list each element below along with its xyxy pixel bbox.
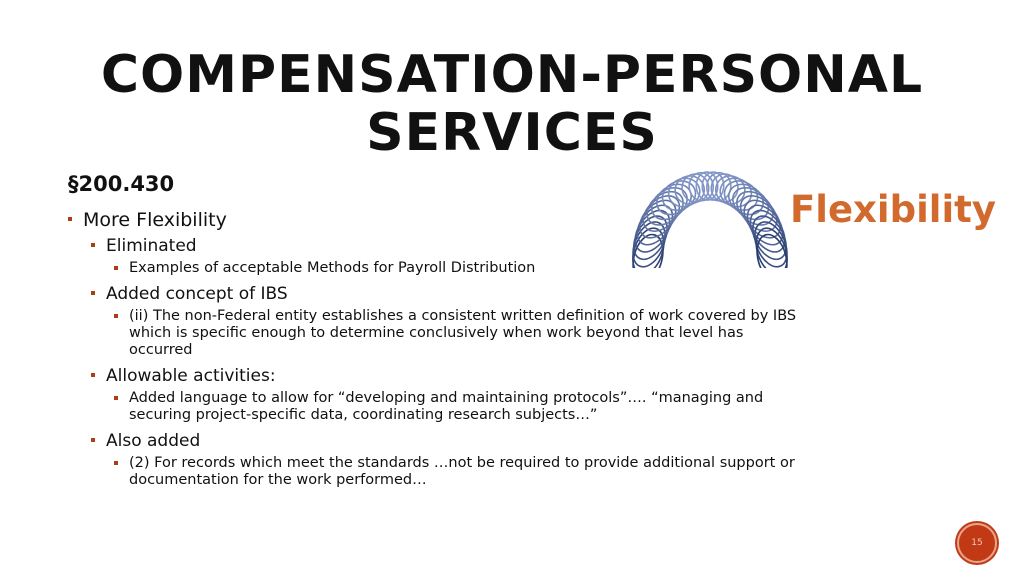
square-bullet-icon	[91, 438, 95, 442]
bullet-text: Eliminated	[106, 236, 197, 256]
bullet-text: (ii) The non-Federal entity establishes a consistent written definition of work covered by IBS which is specific enough to determine conclusively when work beyond that level has occurred	[129, 308, 797, 358]
square-bullet-icon	[91, 243, 95, 247]
bullet-text: More Flexibility	[83, 209, 227, 231]
page-number-badge: 15	[957, 523, 997, 563]
bullet-item	[91, 430, 808, 452]
bullet-text: Examples of acceptable Methods for Payroll Distribution	[129, 260, 536, 276]
bullet-item	[114, 308, 808, 359]
bullet-text: Added concept of IBS	[106, 284, 288, 304]
bullet-item	[114, 455, 808, 489]
bullet-item	[68, 208, 808, 232]
title-line-2: SERVICES	[366, 103, 658, 163]
title-line-1: COMPENSATION-PERSONAL	[100, 45, 924, 105]
square-bullet-icon	[114, 396, 118, 400]
flexibility-image-text: Flexibility	[790, 188, 996, 231]
bullet-text: Also added	[106, 431, 201, 451]
square-bullet-icon	[68, 217, 72, 221]
square-bullet-icon	[114, 314, 118, 318]
bullet-text: Allowable activities:	[106, 366, 276, 386]
bullet-item	[91, 235, 808, 257]
section-reference: §200.430	[68, 172, 175, 196]
bullet-item	[91, 365, 808, 387]
square-bullet-icon	[114, 461, 118, 465]
bullet-text: (2) For records which meet the standards …not be required to provide additional support or documentation for the work performed…	[129, 455, 795, 488]
square-bullet-icon	[91, 373, 95, 377]
bullet-item	[114, 390, 808, 424]
square-bullet-icon	[114, 266, 118, 270]
square-bullet-icon	[91, 291, 95, 295]
slide-title	[0, 46, 1024, 162]
bullet-text: Added language to allow for “developing and maintaining protocols”…. “managing and securing project-specific data, coordinating research subjects…”	[129, 390, 764, 423]
bullet-item	[91, 283, 808, 305]
bullet-item	[114, 260, 808, 277]
bullet-list	[68, 208, 808, 495]
